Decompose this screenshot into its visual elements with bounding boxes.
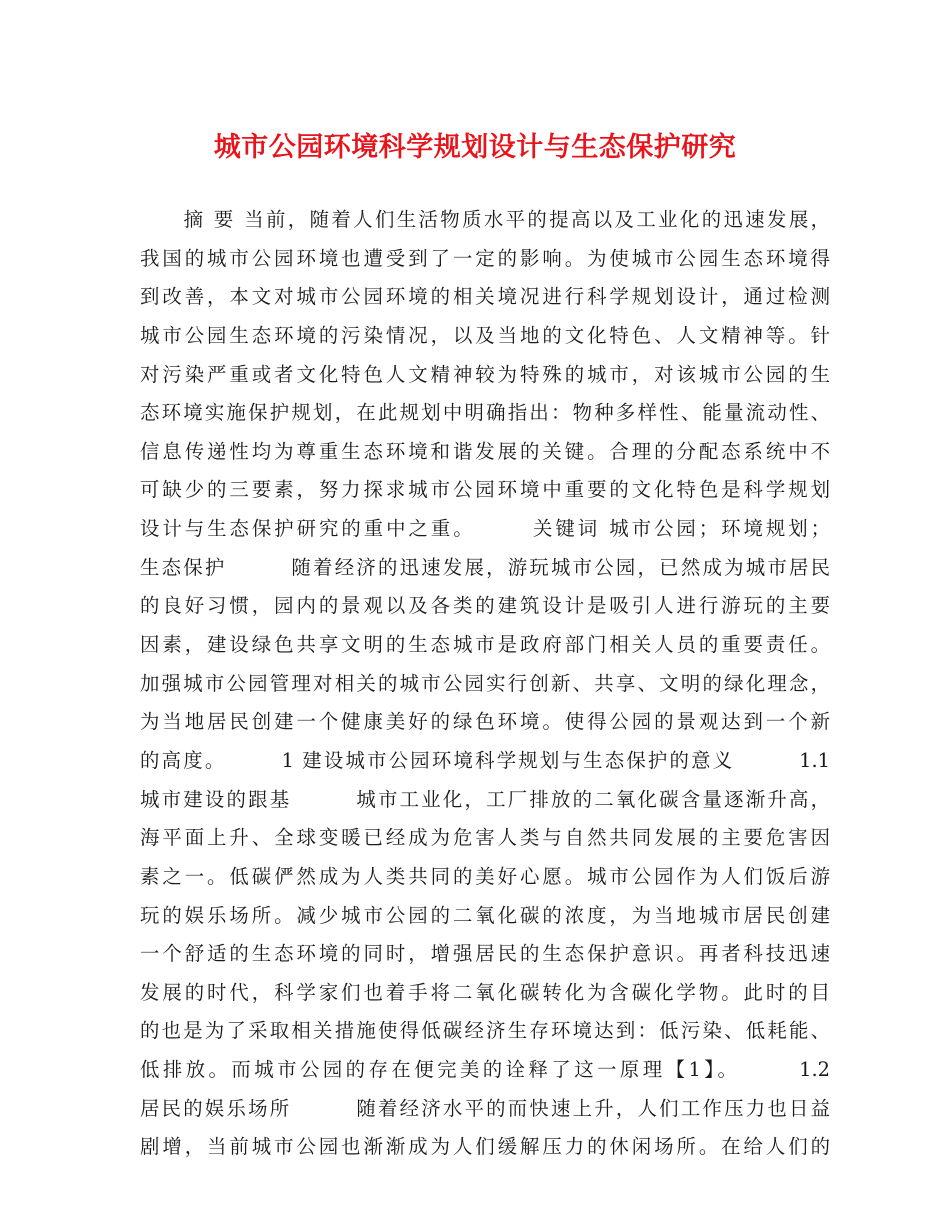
document-body <box>140 201 830 1167</box>
paragraph-line: 到改善，本文对城市公园环境的相关境况进行科学规划设计，通过检测 <box>140 285 830 309</box>
paragraph-line: 低排放。而城市公园的存在便完美的诠释了这一原理【1】。 1.2 <box>140 1058 830 1082</box>
document-title: 城市公园环境科学规划设计与生态保护研究 <box>213 132 737 163</box>
paragraph-line: 设计与生态保护研究的重中之重。 关键词 城市公园；环境规划； <box>140 517 830 541</box>
paragraph-line: 城市建设的跟基 城市工业化，工厂排放的二氧化碳含量逐渐升高， <box>140 787 830 811</box>
paragraph-line: 为当地居民创建一个健康美好的绿色环境。使得公园的景观达到一个新 <box>140 710 830 734</box>
paragraph-line: 素之一。低碳俨然成为人类共同的美好心愿。城市公园作为人们饭后游 <box>140 864 830 888</box>
paragraph-line: 我国的城市公园环境也遭受到了一定的影响。为使城市公园生态环境得 <box>140 246 830 270</box>
paragraph-line: 生态保护 随着经济的迅速发展，游玩城市公园，已然成为城市居民 <box>140 555 830 579</box>
paragraph-line: 剧增，当前城市公园也渐渐成为人们缓解压力的休闲场所。在给人们的 <box>140 1135 830 1159</box>
paragraph-line: 信息传递性均为尊重生态环境和谐发展的关键。合理的分配态系统中不 <box>140 439 830 463</box>
paragraph-line: 对污染严重或者文化特色人文精神较为特殊的城市，对该城市公园的生 <box>140 362 830 386</box>
paragraph-line: 玩的娱乐场所。减少城市公园的二氧化碳的浓度，为当地城市居民创建 <box>140 903 830 927</box>
paragraph-line: 因素，建设绿色共享文明的生态城市是政府部门相关人员的重要责任。 <box>140 633 830 657</box>
paragraph-line: 可缺少的三要素，努力探求城市公园环境中重要的文化特色是科学规划 <box>140 478 830 502</box>
paragraph-line: 的良好习惯，园内的景观以及各类的建筑设计是吸引人进行游玩的主要 <box>140 594 830 618</box>
paragraph-line: 海平面上升、全球变暖已经成为危害人类与自然共同发展的主要危害因 <box>140 826 830 850</box>
paragraph-line: 摘 要 当前，随着人们生活物质水平的提高以及工业化的迅速发展， <box>140 208 830 231</box>
paragraph-line: 发展的时代，科学家们也着手将二氧化碳转化为含碳化学物。此时的目 <box>140 980 830 1004</box>
paragraph-line: 态环境实施保护规划，在此规划中明确指出：物种多样性、能量流动性、 <box>140 401 830 425</box>
paragraph-line: 一个舒适的生态环境的同时，增强居民的生态保护意识。再者科技迅速 <box>140 942 830 966</box>
paragraph-line: 加强城市公园管理对相关的城市公园实行创新、共享、文明的绿化理念， <box>140 671 830 695</box>
paragraph-line: 的也是为了采取相关措施使得低碳经济生存环境达到：低污染、低耗能、 <box>140 1019 830 1043</box>
paragraph-line: 的高度。 1 建设城市公园环境科学规划与生态保护的意义 1.1 <box>140 748 830 772</box>
paragraph-line: 居民的娱乐场所 随着经济水平的而快速上升，人们工作压力也日益 <box>140 1096 830 1120</box>
paragraph-line: 城市公园生态环境的污染情况，以及当地的文化特色、人文精神等。针 <box>140 323 830 347</box>
